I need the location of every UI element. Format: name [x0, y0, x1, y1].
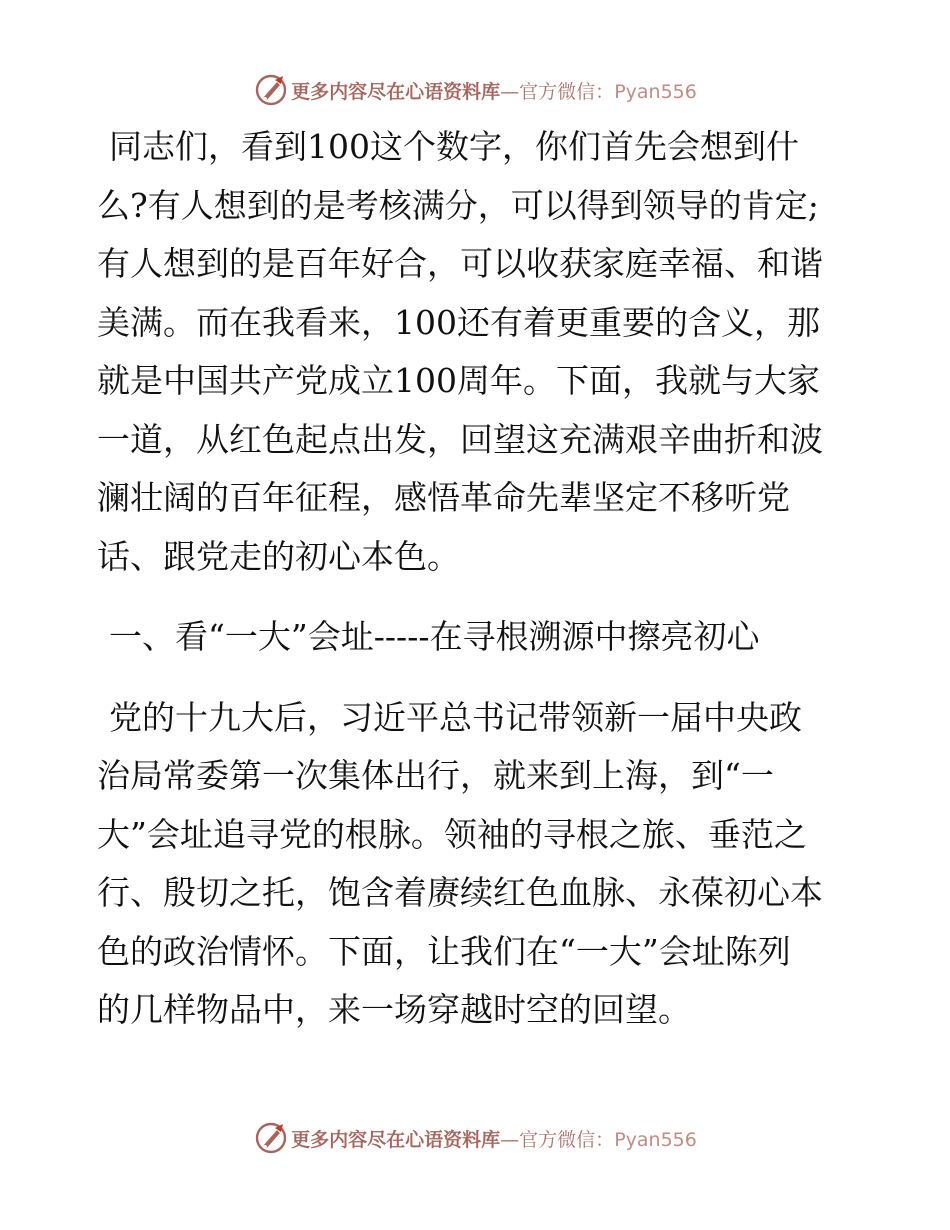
paragraph-line: 有人想到的是百年好合，可以收获家庭幸福、和谐: [97, 244, 823, 283]
section-heading-text: 一、看“一大”会址-----在寻根溯源中擦亮初心: [109, 617, 760, 656]
banner-wechat-id: Pyan556: [614, 1128, 697, 1151]
paragraph-line: 色的政治情怀。下面，让我们在“一大”会址陈列: [97, 931, 791, 971]
paragraph-1: [97, 118, 857, 586]
banner-main-text: 更多内容尽在心语资料库: [291, 80, 501, 103]
quill-pen-logo-icon: [253, 1120, 289, 1156]
document-body: [97, 118, 857, 1040]
footer-banner: [0, 1118, 950, 1158]
banner-main-text: 更多内容尽在心语资料库: [291, 1128, 501, 1151]
paragraph-line: 党的十九大后，习近平总书记带领新一届中央政: [109, 697, 802, 737]
paragraph-line: 行、殷切之托，饱含着赓续红色血脉、永葆初心本: [97, 873, 823, 912]
paragraph-line: 同志们，看到100这个数字，你们首先会想到什: [109, 127, 799, 166]
header-banner: [0, 70, 950, 110]
banner-wechat-label: 官方微信：: [519, 80, 615, 103]
section-heading: [97, 608, 857, 667]
paragraph-line: 就是中国共产党成立100周年。下面，我就与大家: [97, 361, 820, 400]
paragraph-line: 大”会址追寻党的根脉。领袖的寻根之旅、垂范之: [97, 814, 807, 854]
quill-pen-logo-icon: [253, 72, 289, 108]
banner-wechat-id: Pyan556: [614, 80, 697, 103]
banner-dash: —: [500, 1128, 520, 1151]
paragraph-line: 美满。而在我看来，100还有着更重要的含义，那: [97, 302, 820, 342]
paragraph-2: [97, 689, 857, 1040]
banner-dash: —: [500, 80, 520, 103]
paragraph-line: 话、跟党走的初心本色。: [97, 536, 460, 576]
paragraph-line: 一道，从红色起点出发，回望这充满艰辛曲折和波: [97, 419, 823, 459]
paragraph-line: 的几样物品中，来一场穿越时空的回望。: [97, 990, 691, 1029]
paragraph-line: 澜壮阔的百年征程，感悟革命先辈坚定不移听党: [97, 478, 790, 517]
footer-banner-text: [291, 1125, 697, 1152]
banner-wechat-label: 官方微信：: [519, 1128, 615, 1151]
header-banner-text: [291, 77, 697, 104]
paragraph-line: 治局常委第一次集体出行，就来到上海，到“一: [97, 756, 774, 795]
paragraph-line: 么?有人想到的是考核满分，可以得到领导的肯定;: [97, 185, 819, 225]
